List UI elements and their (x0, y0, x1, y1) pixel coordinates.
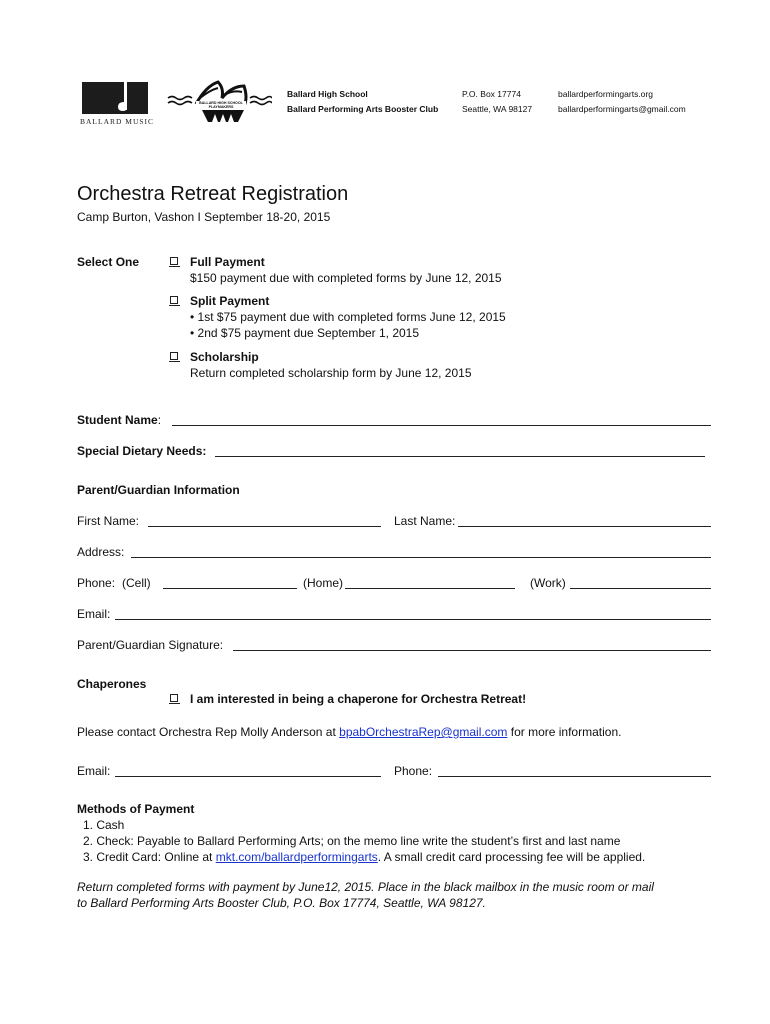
scholarship-checkbox[interactable] (170, 352, 178, 360)
list-item: 1. Cash (83, 818, 125, 832)
option-title: Full Payment (190, 255, 265, 269)
svg-text:BALLARD HIGH SCHOOL: BALLARD HIGH SCHOOL (199, 101, 243, 105)
header-school: Ballard High School (287, 89, 368, 99)
playmakers-logo (166, 76, 272, 126)
contact-email-link[interactable]: bpabOrchestraRep@gmail.com (339, 725, 508, 739)
scholarship-option (190, 349, 472, 381)
student-name-label (77, 412, 161, 428)
first-name-label: First Name: (77, 514, 140, 528)
student-name-field[interactable] (172, 425, 711, 426)
parent-email-label: Email: (77, 607, 111, 621)
option-line: • 2nd $75 payment due September 1, 2015 (190, 326, 420, 340)
dietary-needs-label: Special Dietary Needs: (77, 444, 207, 458)
header-city: Seattle, WA 98127 (462, 104, 533, 114)
signature-label: Parent/Guardian Signature: (77, 638, 224, 652)
parent-info-heading: Parent/Guardian Information (77, 483, 240, 497)
first-name-field[interactable] (148, 526, 381, 527)
header-address (462, 87, 532, 117)
chaperones-heading: Chaperones (77, 677, 147, 691)
student-name-text: Student Name (77, 413, 158, 427)
chaperone-checkbox[interactable] (170, 694, 178, 702)
cell-phone-field[interactable] (163, 588, 297, 589)
header-org (287, 87, 438, 117)
option-title: Scholarship (190, 350, 259, 364)
option-line: Return completed scholarship form by June 12, 2015 (190, 366, 472, 380)
select-one-label: Select One (77, 255, 140, 269)
chaperone-email-field[interactable] (115, 776, 381, 777)
work-phone-field[interactable] (570, 588, 711, 589)
page-title: Orchestra Retreat Registration (77, 183, 349, 205)
footer-line: to Ballard Performing Arts Booster Club, P.O. Box 17774, Seattle, WA 98127. (77, 896, 486, 910)
header-contact (558, 87, 686, 117)
work-label: (Work) (530, 576, 566, 590)
header-email: ballardperformingarts@gmail.com (558, 104, 686, 114)
signature-field[interactable] (233, 650, 711, 651)
footer-line: Return completed forms with payment by June12, 2015. Place in the black mailbox in the music room or mail (77, 880, 654, 894)
option-line: $150 payment due with completed forms by June 12, 2015 (190, 271, 502, 285)
header-club: Ballard Performing Arts Booster Club (287, 104, 439, 114)
home-label: (Home) (303, 576, 344, 590)
chaperone-checkbox-label: I am interested in being a chaperone for Orchestra Retreat! (190, 692, 527, 706)
phone-label: Phone: (77, 576, 116, 590)
full-payment-option (190, 254, 502, 286)
option-title: Split Payment (190, 294, 270, 308)
split-payment-checkbox[interactable] (170, 296, 178, 304)
list-item: 2. Check: Payable to Ballard Performing Arts; on the memo line write the student’s first and last name (83, 834, 621, 848)
chaperone-phone-label: Phone: (394, 764, 433, 778)
dietary-needs-field[interactable] (215, 456, 705, 457)
logo-caption: BALLARD MUSIC (80, 117, 155, 126)
option-line: • 1st $75 payment due with completed forms June 12, 2015 (190, 310, 506, 324)
student-name-colon: : (157, 413, 162, 427)
split-payment-option (190, 293, 506, 341)
chaperone-contact (77, 724, 621, 740)
cc-prefix: 3. Credit Card: Online at (83, 850, 216, 864)
payment-heading: Methods of Payment (77, 802, 195, 816)
page-subtitle: Camp Burton, Vashon I September 18-20, 2015 (77, 210, 331, 224)
contact-prefix: Please contact Orchestra Rep Molly Anderson at (77, 725, 340, 739)
header-po-box: P.O. Box 17774 (462, 89, 521, 99)
contact-suffix: for more information. (507, 725, 622, 739)
cc-link[interactable]: mkt.com/ballardperformingarts (215, 850, 378, 864)
footer-instructions (77, 879, 654, 911)
home-phone-field[interactable] (345, 588, 515, 589)
address-field[interactable] (131, 557, 711, 558)
parent-email-field[interactable] (115, 619, 711, 620)
cell-label: (Cell) (122, 576, 151, 590)
address-label: Address: (77, 545, 125, 559)
header-website: ballardperformingarts.org (558, 89, 653, 99)
last-name-label: Last Name: (394, 514, 456, 528)
list-item (83, 849, 645, 865)
cc-suffix: . A small credit card processing fee will be applied. (377, 850, 646, 864)
chaperone-phone-field[interactable] (438, 776, 711, 777)
last-name-field[interactable] (458, 526, 711, 527)
payment-list (83, 817, 645, 865)
full-payment-checkbox[interactable] (170, 257, 178, 265)
chaperone-email-label: Email: (77, 764, 111, 778)
svg-text:PLAYMAKERS: PLAYMAKERS (208, 105, 234, 109)
